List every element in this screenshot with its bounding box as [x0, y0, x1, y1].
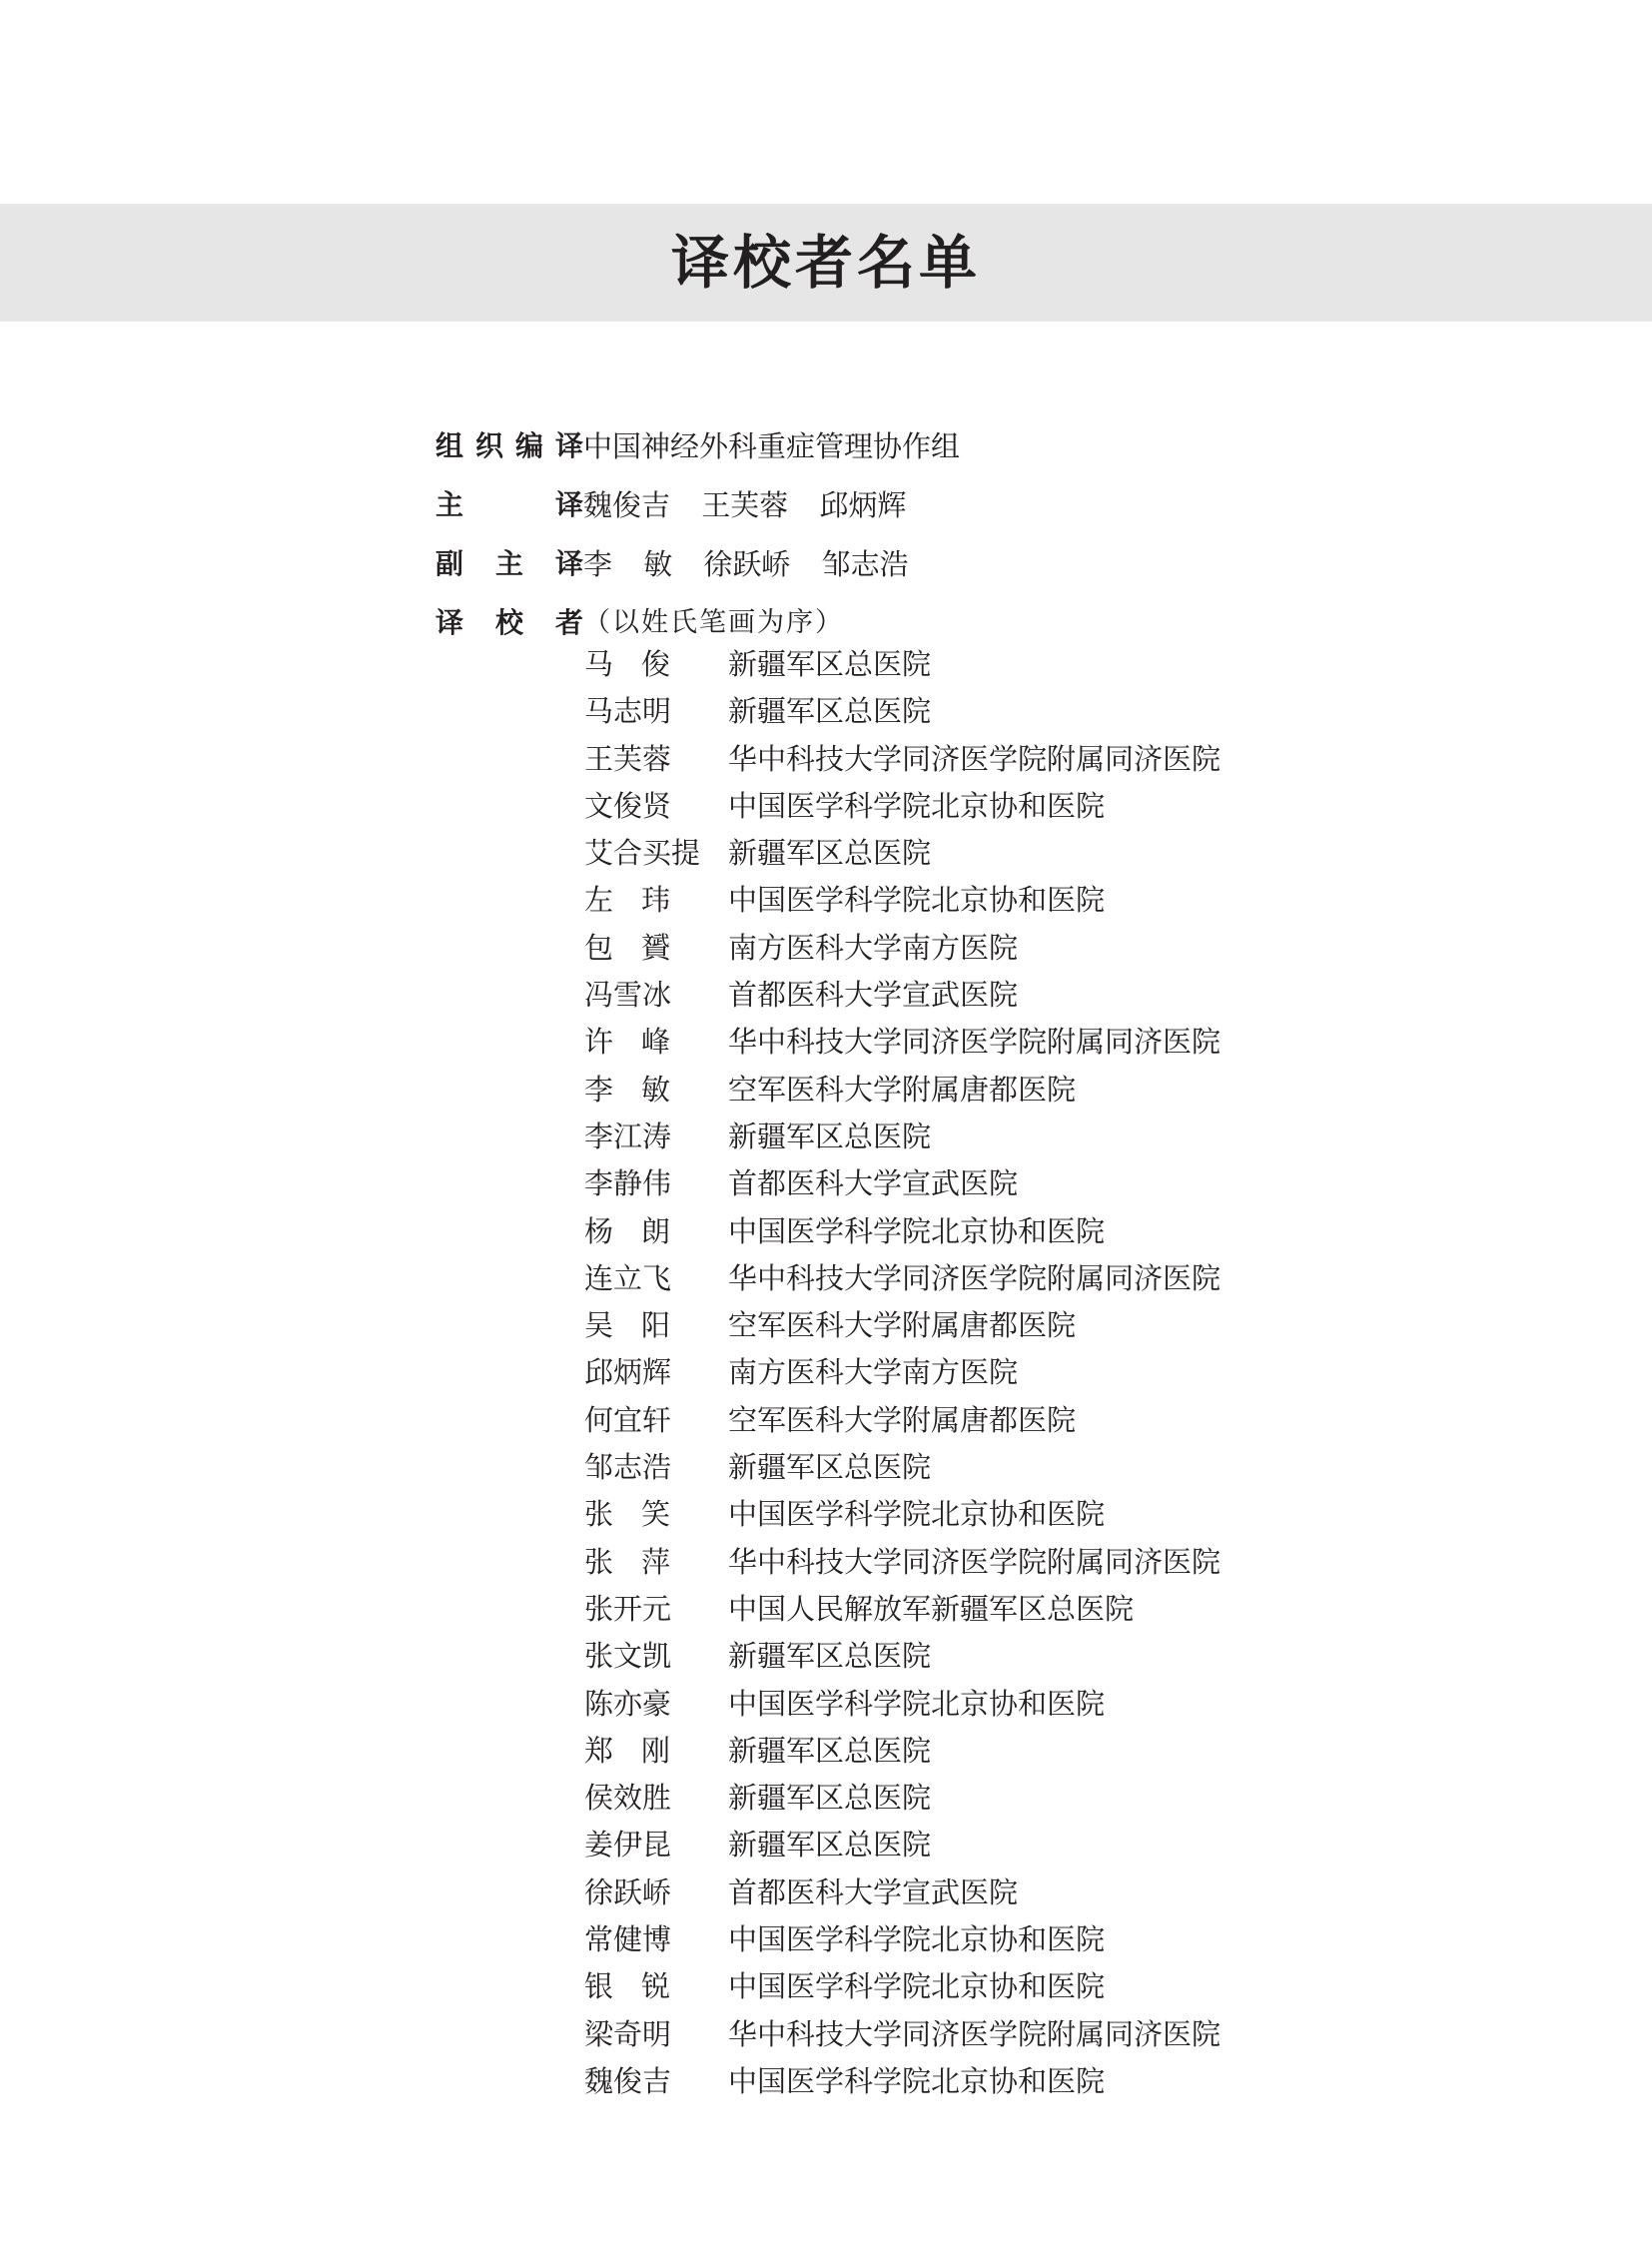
list-item	[584, 1444, 1221, 1491]
translator-affiliation: 中国医学科学院北京协和医院	[728, 1497, 1106, 1532]
list-item	[584, 1539, 1221, 1586]
role-label: 副主译	[435, 547, 583, 580]
translator-name: 冯雪冰	[584, 978, 672, 1013]
translator-name: 马志明	[584, 694, 672, 729]
translator-affiliation: 新疆军区总医院	[728, 647, 932, 681]
translator-affiliation: 新疆军区总医院	[728, 1781, 932, 1816]
translator-affiliation: 中国医学科学院北京协和医院	[728, 2063, 1106, 2098]
list-item	[584, 1916, 1221, 1963]
translator-affiliation: 华中科技大学同济医学院附属同济医院	[728, 1544, 1222, 1579]
translator-affiliation: 新疆军区总医院	[728, 1639, 932, 1674]
page-title: 译校者名单	[670, 229, 981, 297]
list-item	[584, 1491, 1221, 1538]
list-item	[584, 830, 1221, 877]
translator-affiliation: 华中科技大学同济医学院附属同济医院	[728, 1260, 1222, 1295]
translator-name: 许 峰	[584, 1025, 670, 1060]
translator-name: 王芙蓉	[584, 741, 672, 776]
translator-affiliation: 新疆军区总医院	[728, 836, 932, 871]
list-item	[584, 1114, 1221, 1160]
list-item	[584, 1822, 1221, 1868]
translator-affiliation: 南方医科大学南方医院	[728, 930, 1019, 965]
translator-name: 何宜轩	[584, 1402, 672, 1437]
translator-name: 李 敏	[584, 1072, 670, 1107]
translator-name: 魏俊吉	[584, 2063, 672, 2098]
translator-affiliation: 中国医学科学院北京协和医院	[728, 788, 1106, 823]
translator-name: 郑 刚	[584, 1733, 670, 1768]
list-item	[584, 1160, 1221, 1207]
translator-name: 文俊贤	[584, 788, 672, 823]
translator-affiliation: 新疆军区总医院	[728, 1119, 932, 1153]
translator-name: 左 玮	[584, 883, 670, 918]
translator-affiliation: 空军医科大学附属唐都医院	[728, 1072, 1077, 1107]
translator-name: 张开元	[584, 1591, 672, 1626]
list-item	[584, 783, 1221, 830]
role-label: 译校者	[435, 606, 583, 639]
list-item	[584, 1302, 1221, 1349]
translator-affiliation: 新疆军区总医院	[728, 1733, 932, 1768]
list-item	[584, 925, 1221, 972]
list-item	[584, 1255, 1221, 1302]
role-label: 组织编译	[435, 429, 583, 462]
list-item	[584, 1633, 1221, 1680]
list-item	[584, 1728, 1221, 1775]
translator-name: 梁奇明	[584, 2016, 672, 2051]
role-row-organizer	[435, 417, 960, 475]
list-item	[584, 1208, 1221, 1255]
translator-affiliation: 空军医科大学附属唐都医院	[728, 1308, 1077, 1343]
role-row-deputy-translators	[435, 535, 909, 593]
translator-affiliation: 中国人民解放军新疆军区总医院	[728, 1591, 1135, 1626]
list-item	[584, 1586, 1221, 1633]
translator-affiliation: 首都医科大学宣武医院	[728, 1166, 1019, 1201]
translator-affiliation: 中国医学科学院北京协和医院	[728, 1969, 1106, 2004]
translator-name: 马 俊	[584, 647, 670, 681]
list-item	[584, 2058, 1221, 2105]
translator-list	[584, 641, 1221, 2105]
role-value: 魏俊吉 王芙蓉 邱炳辉	[583, 488, 907, 522]
list-item	[584, 688, 1221, 735]
translator-affiliation: 中国医学科学院北京协和医院	[728, 1922, 1106, 1957]
translator-name: 陈亦豪	[584, 1686, 672, 1721]
list-item	[584, 1397, 1221, 1444]
translator-affiliation: 华中科技大学同济医学院附属同济医院	[728, 1025, 1222, 1060]
translator-name: 艾合买提	[584, 836, 701, 871]
list-item	[584, 1869, 1221, 1916]
translator-affiliation: 中国医学科学院北京协和医院	[728, 1213, 1106, 1248]
role-label: 主 译	[435, 488, 583, 521]
translator-affiliation: 中国医学科学院北京协和医院	[728, 883, 1106, 918]
translator-affiliation: 空军医科大学附属唐都医院	[728, 1402, 1077, 1437]
translator-affiliation: 首都医科大学宣武医院	[728, 1874, 1019, 1909]
list-item	[584, 972, 1221, 1019]
role-value: 李 敏 徐跃峤 邹志浩	[583, 547, 909, 581]
translator-name: 李静伟	[584, 1166, 672, 1201]
translator-name: 吴 阳	[584, 1308, 670, 1343]
translator-affiliation: 新疆军区总医院	[728, 1828, 932, 1863]
list-item	[584, 1775, 1221, 1822]
translator-name: 侯效胜	[584, 1781, 672, 1816]
list-item	[584, 1349, 1221, 1396]
translator-name: 张文凯	[584, 1639, 672, 1674]
translator-name: 张 萍	[584, 1544, 670, 1579]
ordering-note: （以姓氏笔画为序）	[583, 607, 844, 638]
translator-name: 张 笑	[584, 1497, 670, 1532]
translator-affiliation: 中国医学科学院北京协和医院	[728, 1686, 1106, 1721]
translator-name: 连立飞	[584, 1260, 672, 1295]
list-item	[584, 2011, 1221, 2058]
translator-name: 常健博	[584, 1922, 672, 1957]
list-item	[584, 641, 1221, 688]
list-item	[584, 1019, 1221, 1066]
translator-name: 邱炳辉	[584, 1355, 672, 1390]
role-row-chief-translators	[435, 476, 906, 534]
translator-name: 邹志浩	[584, 1450, 672, 1485]
translator-affiliation: 首都医科大学宣武医院	[728, 978, 1019, 1013]
translator-affiliation: 新疆军区总医院	[728, 1450, 932, 1485]
translator-affiliation: 华中科技大学同济医学院附属同济医院	[728, 741, 1222, 776]
list-item	[584, 1963, 1221, 2010]
translator-name: 银 锐	[584, 1969, 670, 2004]
list-item	[584, 1067, 1221, 1114]
translator-affiliation: 新疆军区总医院	[728, 694, 932, 729]
translator-name: 杨 朗	[584, 1213, 670, 1248]
list-item	[584, 1681, 1221, 1728]
role-value: 中国神经外科重症管理协作组	[583, 429, 961, 463]
translator-name: 徐跃峤	[584, 1874, 672, 1909]
list-item	[584, 877, 1221, 924]
translator-name: 姜伊昆	[584, 1828, 672, 1863]
translator-affiliation: 华中科技大学同济医学院附属同济医院	[728, 2016, 1222, 2051]
list-item	[584, 736, 1221, 783]
translator-affiliation: 南方医科大学南方医院	[728, 1355, 1019, 1390]
translator-name: 包 贇	[584, 930, 670, 965]
translator-name: 李江涛	[584, 1119, 672, 1153]
